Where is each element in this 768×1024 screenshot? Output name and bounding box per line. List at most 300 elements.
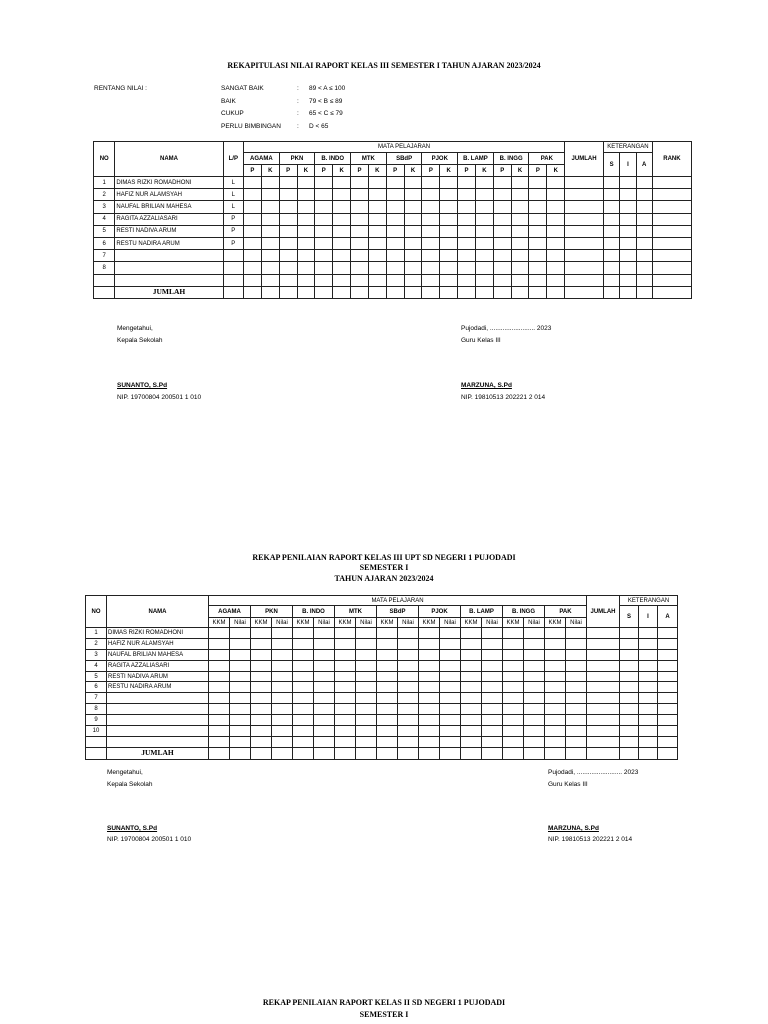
cell-empty (419, 747, 440, 759)
cell-score (398, 628, 419, 639)
cell-score (261, 250, 279, 262)
cell-score (335, 682, 356, 693)
cell-empty (636, 213, 652, 225)
cell-score (368, 274, 386, 286)
cell-empty (404, 286, 422, 298)
cell-empty (440, 747, 461, 759)
sub-header-p: P (493, 165, 511, 177)
cell-empty (652, 177, 691, 189)
cell-empty (639, 736, 658, 747)
cell-empty (658, 638, 678, 649)
cell-empty (620, 177, 636, 189)
cell-score (333, 201, 351, 213)
cell-empty (386, 286, 404, 298)
cell-score (458, 262, 476, 274)
cell-score (279, 250, 297, 262)
cell-empty (603, 201, 619, 213)
sub-header-nilai: Nilai (524, 618, 545, 628)
cell-score (440, 671, 461, 682)
cell-score (482, 736, 503, 747)
cell-empty (636, 237, 652, 249)
cell-score (209, 715, 230, 726)
subject-header: AGAMA (243, 153, 279, 165)
subject-header: B. LAMP (461, 606, 503, 618)
cell-score (547, 213, 565, 225)
cell-lp (223, 262, 243, 274)
cell-score (458, 213, 476, 225)
cell-score (377, 660, 398, 671)
cell-empty (658, 704, 678, 715)
cell-score (335, 660, 356, 671)
subject-header: MTK (351, 153, 387, 165)
cell-empty (639, 649, 658, 660)
cell-score (351, 237, 369, 249)
sub-header-p: P (529, 165, 547, 177)
cell-nama: RAGITA AZZALIASARI (115, 213, 223, 225)
cell-score (398, 736, 419, 747)
cell-nama: RESTU NADIRA ARUM (115, 237, 223, 249)
sub-header-k: K (440, 165, 458, 177)
cell-score (356, 736, 377, 747)
doc2-teacher-name: MARZUNA, S.Pd (548, 825, 599, 832)
rentang-range: D < 65 (309, 122, 329, 130)
cell-empty (565, 201, 604, 213)
cell-empty (603, 237, 619, 249)
cell-score (297, 177, 315, 189)
cell-score (279, 189, 297, 201)
doc3-title-line1: REKAP PENILAIAN RAPORT KELAS II SD NEGERI 1 PUJODADI (262, 998, 506, 1007)
cell-no (94, 274, 115, 286)
cell-score (503, 693, 524, 704)
cell-score (503, 628, 524, 639)
cell-empty (620, 189, 636, 201)
cell-score (279, 177, 297, 189)
cell-score (377, 693, 398, 704)
cell-nama: NAUFAL BRILIAN MAHESA (115, 201, 223, 213)
cell-score (272, 628, 293, 639)
cell-empty (587, 671, 620, 682)
cell-score (398, 693, 419, 704)
cell-empty (658, 747, 678, 759)
cell-score (419, 726, 440, 737)
cell-empty (511, 286, 529, 298)
cell-empty (620, 213, 636, 225)
cell-score (297, 225, 315, 237)
cell-score (547, 225, 565, 237)
sub-header-nilai: Nilai (356, 618, 377, 628)
cell-score (440, 693, 461, 704)
cell-empty (565, 213, 604, 225)
cell-score (440, 213, 458, 225)
cell-score (419, 671, 440, 682)
rentang-range: 65 < C ≤ 79 (309, 110, 343, 117)
cell-score (356, 628, 377, 639)
cell-score (440, 262, 458, 274)
cell-score (351, 177, 369, 189)
cell-score (251, 638, 272, 649)
student-row (94, 262, 692, 274)
cell-score (545, 736, 566, 747)
cell-empty (587, 726, 620, 737)
cell-score (545, 628, 566, 639)
cell-score (293, 693, 314, 704)
cell-score (566, 649, 587, 660)
cell-score (209, 649, 230, 660)
col-header-nama: NAMA (115, 142, 223, 177)
cell-score (279, 225, 297, 237)
cell-nama: RESTI NADIVA ARUM (107, 671, 209, 682)
cell-no: 7 (94, 250, 115, 262)
col-header-a: A (636, 153, 652, 177)
cell-score (368, 189, 386, 201)
cell-score (545, 638, 566, 649)
cell-score (422, 189, 440, 201)
jumlah-row (94, 286, 692, 298)
sub-header-k: K (261, 165, 279, 177)
sub-header-nilai: Nilai (398, 618, 419, 628)
cell-score (475, 237, 493, 249)
cell-score (333, 262, 351, 274)
cell-score (511, 237, 529, 249)
cell-empty (587, 736, 620, 747)
cell-score (261, 262, 279, 274)
cell-score (272, 671, 293, 682)
cell-score (529, 274, 547, 286)
cell-score (243, 213, 261, 225)
cell-empty (251, 747, 272, 759)
cell-score (243, 274, 261, 286)
cell-lp (223, 250, 243, 262)
cell-score (545, 715, 566, 726)
cell-score (398, 682, 419, 693)
cell-score (511, 201, 529, 213)
subject-header: SBdP (377, 606, 419, 618)
cell-empty (636, 262, 652, 274)
cell-score (503, 715, 524, 726)
cell-empty (639, 704, 658, 715)
cell-score (419, 736, 440, 747)
cell-score (351, 250, 369, 262)
cell-score (529, 177, 547, 189)
doc2-mengetahui: Mengetahui, (107, 769, 143, 776)
cell-score (356, 715, 377, 726)
sub-header-p: P (243, 165, 261, 177)
cell-score (377, 715, 398, 726)
cell-score (209, 682, 230, 693)
cell-score (529, 201, 547, 213)
cell-score (404, 213, 422, 225)
cell-empty (658, 726, 678, 737)
doc1-place-date: Pujodadi, ......................... 2023 (461, 325, 552, 332)
sub-header-kkm: KKM (251, 618, 272, 628)
cell-empty (587, 638, 620, 649)
cell-empty (351, 286, 369, 298)
doc1-principal-nip: NIP. 19700804 200501 1 010 (117, 394, 202, 401)
cell-score (524, 660, 545, 671)
cell-empty (545, 747, 566, 759)
cell-empty (620, 274, 636, 286)
cell-score (524, 671, 545, 682)
cell-empty (639, 638, 658, 649)
cell-empty (587, 747, 620, 759)
cell-score (314, 628, 335, 639)
cell-score (524, 693, 545, 704)
cell-score (368, 213, 386, 225)
cell-score (482, 715, 503, 726)
cell-score (356, 671, 377, 682)
cell-score (566, 638, 587, 649)
cell-score (461, 736, 482, 747)
cell-score (440, 237, 458, 249)
cell-empty (639, 726, 658, 737)
col-header-s: S (620, 606, 639, 628)
doc2-place-date: Pujodadi, ......................... 2023 (548, 769, 639, 776)
cell-empty (620, 715, 639, 726)
rentang-colon: : (297, 97, 299, 105)
sub-header-k: K (404, 165, 422, 177)
cell-score (422, 250, 440, 262)
cell-empty (603, 274, 619, 286)
cell-score (279, 262, 297, 274)
subject-header: B. INGG (503, 606, 545, 618)
col-header-keterangan: KETERANGAN (620, 596, 678, 606)
cell-score (368, 177, 386, 189)
subject-header: PJOK (422, 153, 458, 165)
col-header-i: I (639, 606, 658, 628)
subject-header: B. INDO (315, 153, 351, 165)
col-header-jumlah: JUMLAH (565, 142, 604, 177)
cell-score (461, 715, 482, 726)
cell-score (524, 638, 545, 649)
cell-empty (620, 649, 639, 660)
cell-empty (279, 286, 297, 298)
cell-empty (475, 286, 493, 298)
cell-empty (293, 747, 314, 759)
cell-score (386, 250, 404, 262)
student-row (94, 201, 692, 213)
cell-score (419, 660, 440, 671)
cell-score (461, 704, 482, 715)
cell-no: 2 (94, 189, 115, 201)
cell-score (293, 726, 314, 737)
cell-empty (440, 286, 458, 298)
cell-score (404, 225, 422, 237)
doc1-principal-name: SUNANTO, S.Pd (117, 382, 168, 389)
cell-score (440, 736, 461, 747)
cell-score (503, 671, 524, 682)
cell-nama: DIMAS RIZKI ROMADHONI (115, 177, 223, 189)
sub-header-k: K (475, 165, 493, 177)
cell-score (368, 201, 386, 213)
cell-no: 6 (94, 237, 115, 249)
sub-header-kkm: KKM (335, 618, 356, 628)
cell-score (475, 189, 493, 201)
cell-empty (458, 286, 476, 298)
cell-score (503, 682, 524, 693)
cell-score (547, 177, 565, 189)
cell-no: 8 (94, 262, 115, 274)
cell-score (419, 682, 440, 693)
sub-header-k: K (547, 165, 565, 177)
cell-score (524, 736, 545, 747)
cell-score (251, 628, 272, 639)
cell-score (351, 225, 369, 237)
cell-score (279, 213, 297, 225)
student-row (94, 274, 692, 286)
cell-score (529, 213, 547, 225)
cell-score (351, 262, 369, 274)
cell-score (297, 201, 315, 213)
cell-score (475, 262, 493, 274)
cell-score (566, 736, 587, 747)
cell-score (475, 274, 493, 286)
cell-score (230, 736, 251, 747)
doc2-teacher-nip: NIP. 19810513 202221 2 014 (548, 836, 633, 843)
cell-score (209, 671, 230, 682)
rentang-colon: : (297, 85, 299, 92)
cell-score (243, 237, 261, 249)
cell-score (230, 671, 251, 682)
cell-score (335, 671, 356, 682)
cell-score (511, 177, 529, 189)
cell-score (251, 660, 272, 671)
cell-score (230, 638, 251, 649)
cell-empty (422, 286, 440, 298)
cell-score (482, 649, 503, 660)
cell-empty (587, 682, 620, 693)
student-row (86, 704, 678, 715)
cell-score (503, 660, 524, 671)
cell-score (386, 262, 404, 274)
cell-score (297, 213, 315, 225)
cell-empty (368, 286, 386, 298)
doc1-guru-kelas: Guru Kelas III (461, 337, 501, 344)
sub-header-kkm: KKM (503, 618, 524, 628)
cell-score (440, 225, 458, 237)
cell-empty (398, 747, 419, 759)
cell-score (440, 201, 458, 213)
cell-empty (639, 682, 658, 693)
student-row (86, 736, 678, 747)
cell-score (386, 213, 404, 225)
cell-empty (658, 715, 678, 726)
cell-empty (636, 225, 652, 237)
cell-score (566, 704, 587, 715)
cell-no: 1 (94, 177, 115, 189)
cell-score (297, 250, 315, 262)
cell-score (440, 250, 458, 262)
cell-score (419, 628, 440, 639)
doc2-kepala-sekolah: Kepala Sekolah (107, 781, 153, 788)
cell-empty (620, 736, 639, 747)
cell-score (386, 201, 404, 213)
cell-score (461, 682, 482, 693)
cell-score (293, 628, 314, 639)
cell-lp: L (223, 189, 243, 201)
doc1-teacher-nip: NIP. 19810513 202221 2 014 (461, 394, 546, 401)
cell-empty (620, 682, 639, 693)
cell-nama (107, 704, 209, 715)
subject-header: PAK (545, 606, 587, 618)
cell-score (440, 715, 461, 726)
col-header-mata-pelajaran: MATA PELAJARAN (209, 596, 587, 606)
cell-score (566, 628, 587, 639)
cell-score (482, 660, 503, 671)
cell-score (461, 671, 482, 682)
cell-lp: P (223, 225, 243, 237)
cell-score (293, 638, 314, 649)
sub-header-nilai: Nilai (566, 618, 587, 628)
cell-score (493, 262, 511, 274)
cell-score (333, 274, 351, 286)
cell-score (272, 682, 293, 693)
cell-empty (587, 704, 620, 715)
cell-score (475, 177, 493, 189)
cell-empty (620, 660, 639, 671)
cell-empty (297, 286, 315, 298)
cell-empty (565, 189, 604, 201)
cell-score (335, 704, 356, 715)
cell-empty (620, 262, 636, 274)
cell-no: 7 (86, 693, 107, 704)
cell-score (545, 704, 566, 715)
cell-score (335, 638, 356, 649)
cell-score (333, 237, 351, 249)
doc2-guru-kelas: Guru Kelas III (548, 781, 588, 788)
cell-score (529, 262, 547, 274)
cell-score (404, 250, 422, 262)
student-row (94, 237, 692, 249)
cell-score (440, 682, 461, 693)
cell-score (251, 715, 272, 726)
cell-score (422, 274, 440, 286)
cell-score (511, 250, 529, 262)
cell-score (243, 262, 261, 274)
cell-score (547, 237, 565, 249)
cell-score (440, 628, 461, 639)
cell-score (404, 237, 422, 249)
cell-score (404, 177, 422, 189)
cell-no: 1 (86, 628, 107, 639)
cell-score (335, 736, 356, 747)
sub-header-p: P (458, 165, 476, 177)
cell-score (398, 704, 419, 715)
cell-score (461, 660, 482, 671)
cell-empty (620, 225, 636, 237)
cell-empty (658, 671, 678, 682)
cell-empty (565, 237, 604, 249)
cell-score (461, 693, 482, 704)
cell-nama: RAGITA AZZALIASARI (107, 660, 209, 671)
cell-score (475, 213, 493, 225)
sub-header-p: P (315, 165, 333, 177)
cell-score (529, 250, 547, 262)
cell-empty (658, 660, 678, 671)
cell-score (377, 671, 398, 682)
cell-score (335, 628, 356, 639)
cell-empty (482, 747, 503, 759)
cell-score (422, 213, 440, 225)
cell-score (243, 201, 261, 213)
cell-empty (652, 189, 691, 201)
cell-empty (587, 660, 620, 671)
cell-empty (565, 262, 604, 274)
cell-score (503, 726, 524, 737)
header-row-1 (86, 596, 678, 606)
cell-empty (377, 747, 398, 759)
cell-score (404, 201, 422, 213)
student-row (94, 213, 692, 225)
